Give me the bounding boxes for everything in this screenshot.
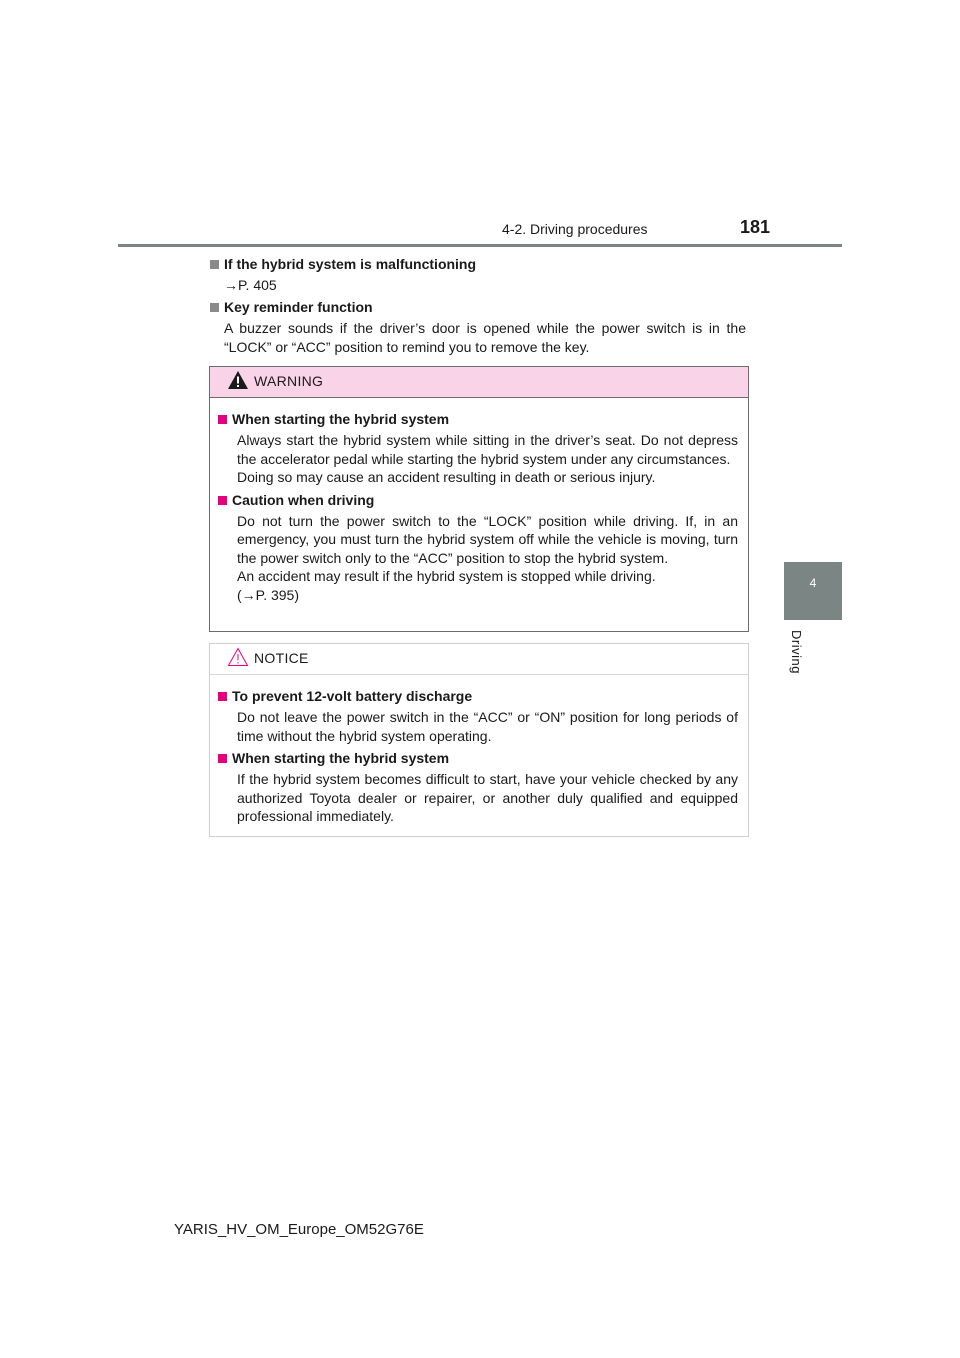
section-heading: Key reminder function bbox=[224, 299, 373, 315]
chapter-tab bbox=[784, 562, 842, 620]
warning-content bbox=[210, 398, 748, 618]
notice-item-title: To prevent 12-volt battery discharge bbox=[232, 688, 473, 704]
warning-item-text: Do not turn the power switch to the “LOCK” position while driving. If, in an emergency, you must turn the hybrid system off while the vehicle is moving, turn the power switch only to the “ACC” position to stop the hybrid system. bbox=[237, 512, 738, 566]
warning-item-text: Always start the hybrid system while sitting in the driver’s seat. Do not depress the accelerator pedal while starting the hybrid system under any circumstances. bbox=[237, 432, 738, 467]
section-key-reminder bbox=[210, 298, 746, 356]
warning-label: WARNING bbox=[254, 373, 324, 389]
document-id: YARIS_HV_OM_Europe_OM52G76E bbox=[174, 1221, 424, 1238]
section-heading: If the hybrid system is malfunctioning bbox=[224, 256, 477, 272]
warning-header bbox=[210, 367, 748, 398]
header-divider bbox=[118, 244, 842, 247]
page-reference: (→P. 395) bbox=[237, 586, 299, 603]
notice-content bbox=[210, 675, 748, 840]
bullet-square-icon bbox=[218, 692, 227, 701]
warning-item-text: An accident may result if the hybrid system is stopped while driving. bbox=[237, 568, 656, 584]
section-text: A buzzer sounds if the driver’s door is opened while the power switch is in the “LOCK” or “ACC” position to remind you to remove the key. bbox=[224, 320, 746, 355]
bullet-square-icon bbox=[218, 415, 227, 424]
notice-label: NOTICE bbox=[254, 650, 309, 666]
page-number: 181 bbox=[740, 217, 771, 237]
warning-box bbox=[209, 366, 749, 632]
page-reference: →P. 405 bbox=[224, 277, 277, 293]
notice-box bbox=[209, 643, 749, 837]
warning-triangle-icon bbox=[227, 370, 249, 390]
bullet-square-icon bbox=[210, 303, 219, 312]
bullet-square-icon bbox=[218, 496, 227, 505]
bullet-square-icon bbox=[218, 754, 227, 763]
chapter-label-container bbox=[789, 630, 824, 690]
notice-header bbox=[210, 644, 748, 675]
chapter-number: 4 bbox=[809, 576, 817, 590]
notice-item-text: Do not leave the power switch in the “ACC” or “ON” position for long periods of time without the hybrid system operating. bbox=[237, 709, 738, 744]
warning-item-title: Caution when driving bbox=[232, 491, 375, 508]
chapter-label: Driving bbox=[789, 630, 804, 674]
warning-item-title: When starting the hybrid system bbox=[232, 411, 450, 427]
warning-item-text: Doing so may cause an accident resulting in death or serious injury. bbox=[237, 469, 656, 485]
notice-item-title: When starting the hybrid system bbox=[232, 750, 450, 766]
notice-item-text: If the hybrid system becomes difficult to start, have your vehicle checked by any authorized Toyota dealer or repairer, or another duly qualified and equipped professional immediately. bbox=[237, 771, 738, 824]
section-title: 4-2. Driving procedures bbox=[502, 221, 648, 237]
section-hybrid-malfunction bbox=[210, 255, 746, 295]
bullet-square-icon bbox=[210, 260, 219, 269]
caution-triangle-icon bbox=[227, 647, 249, 667]
